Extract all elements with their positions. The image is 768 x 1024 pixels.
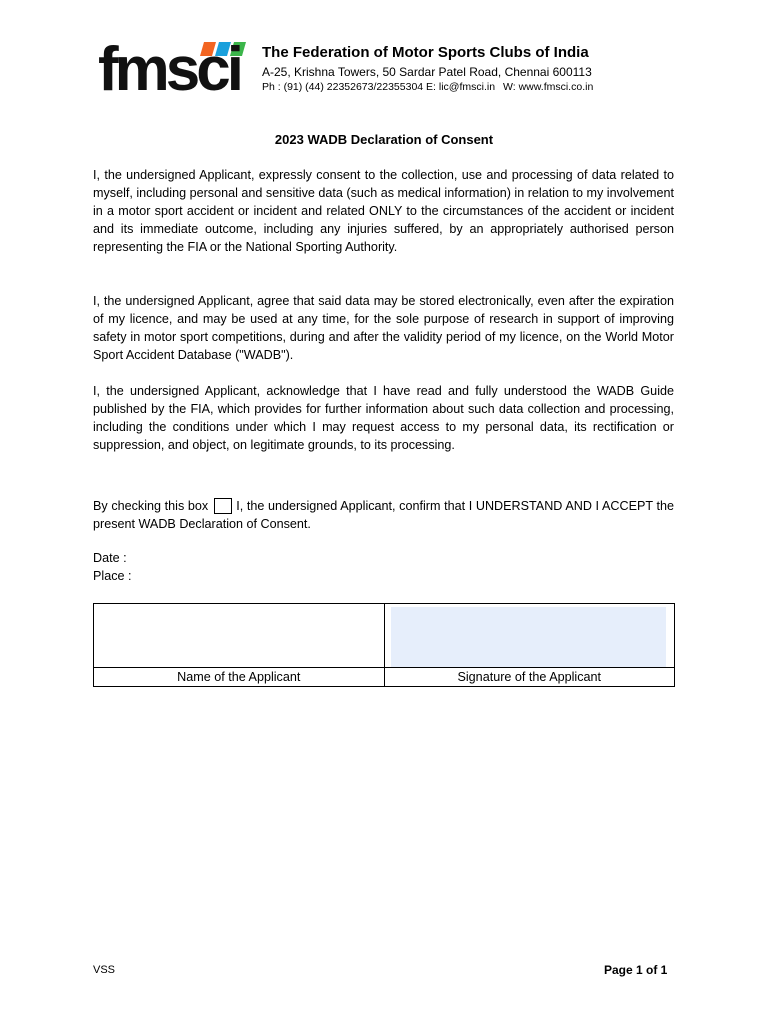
logo-wordmark: fmsci — [98, 35, 240, 104]
applicant-signature-field[interactable] — [384, 604, 675, 668]
signature-table — [93, 603, 675, 687]
consent-paragraph-data-storage: I, the undersigned Applicant, agree that said data may be stored electronically, even after the expiration of my licence, and may be used at any time, for the sole purpose of research in support of improving safety in motor sport competitions, during and after the validity period of my licence, on the World Motor Sport Accident Database ("WADB"). — [93, 294, 674, 362]
consent-paragraph-wadb-guide: I, the undersigned Applicant, acknowledge that I have read and fully understood the WADB Guide published by the FIA, which provides for further information about such data collection and processing, including the conditions under which I may request access to my personal data, its rectification or suppression, and object, on legitimate grounds, to its processing. — [93, 384, 674, 452]
contact-website: W: www.fmsci.co.in — [503, 81, 594, 93]
consent-checkbox-statement — [93, 497, 674, 533]
consent-text-before: By checking this box — [93, 499, 209, 513]
organization-contact — [262, 81, 593, 93]
contact-phone-email: Ph : (91) (44) 22352673/22355304 E: lic@fmsci.in — [262, 81, 496, 93]
organization-name: The Federation of Motor Sports Clubs of India — [262, 44, 589, 61]
place-label: Place : — [93, 569, 132, 583]
consent-text-after: I, the undersigned Applicant, confirm that I UNDERSTAND AND I ACCEPT the present WADB Declaration of Consent. — [93, 499, 674, 531]
page-number: Page 1 of 1 — [604, 963, 668, 977]
consent-checkbox[interactable] — [214, 498, 232, 514]
document-title: 2023 WADB Declaration of Consent — [274, 132, 494, 147]
organization-address: A-25, Krishna Towers, 50 Sardar Patel Road, Chennai 600113 — [262, 65, 592, 79]
footer-initials: VSS — [93, 964, 116, 976]
consent-paragraph-data-processing: I, the undersigned Applicant, expressly consent to the collection, use and processing of data related to myself, including personal and sensitive data (such as medical information) in relation to my involvement in a motor sport accident or incident and related ONLY to the circumstances of the accident or incident and its immediate outcome, including any injuries suffered, by an appropriately authorised person representing the FIA or the National Sporting Authority. — [93, 168, 674, 254]
date-label: Date : — [93, 551, 127, 565]
signature-caption: Signature of the Applicant — [384, 668, 675, 687]
applicant-name-field[interactable] — [94, 604, 385, 668]
name-caption: Name of the Applicant — [94, 668, 385, 687]
signature-fill-area[interactable] — [391, 607, 667, 667]
fmsci-logo — [98, 35, 246, 104]
